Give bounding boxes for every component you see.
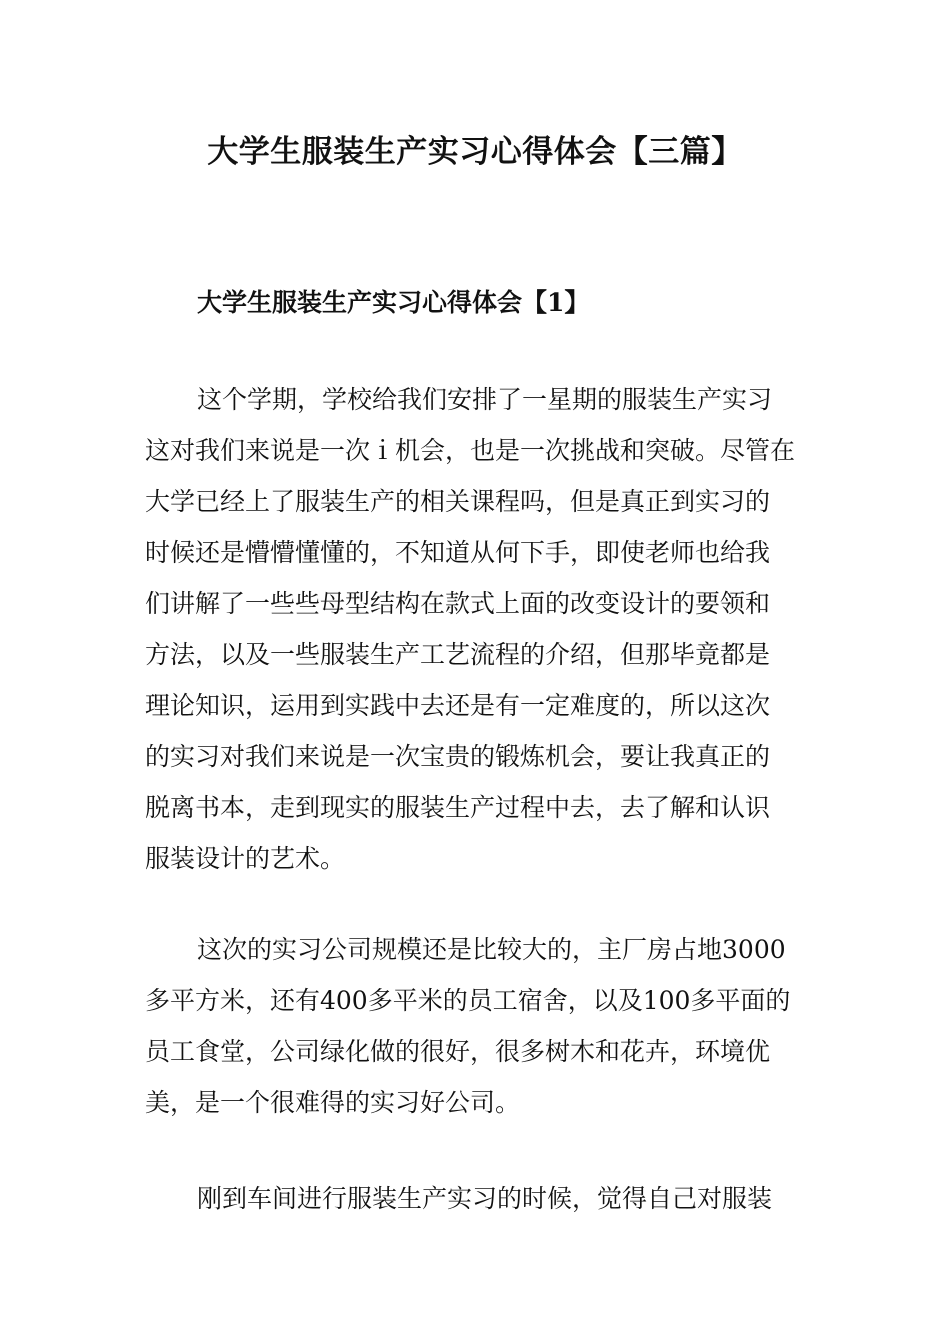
paragraph-line: 员工食堂，公司绿化做的很好，很多树木和花卉，环境优 [145,1037,771,1066]
paragraph [145,374,809,884]
paragraph-line: 时候还是懵懵懂懂的，不知道从何下手，即使老师也给我 [145,538,771,567]
paragraph-line: 脱离书本，走到现实的服装生产过程中去，去了解和认识 [145,793,771,822]
document-title: 大学生服装生产实习心得体会【三篇】 [207,134,743,170]
paragraph-line: 这个学期，学校给我们安排了一星期的服装生产实习 [197,385,773,414]
section-heading: 大学生服装生产实习心得体会【1】 [197,288,590,317]
paragraph-line: 的实习对我们来说是一次宝贵的锻炼机会，要让我真正的 [145,742,771,771]
paragraph-line: 多平方米，还有400多平米的员工宿舍，以及100多平面的 [145,986,791,1015]
paragraph-line: 方法，以及一些服装生产工艺流程的介绍，但那毕竟都是 [145,640,771,669]
paragraph-line: 大学已经上了服装生产的相关课程吗，但是真正到实习的 [145,487,771,516]
paragraph-line: 刚到车间进行服装生产实习的时候，觉得自己对服装 [197,1184,773,1213]
paragraph-line: 这对我们来说是一次ｉ机会，也是一次挑战和突破。尽管在 [145,436,796,465]
paragraph-line: 理论知识，运用到实践中去还是有一定难度的，所以这次 [145,691,771,720]
paragraph [145,1173,809,1224]
paragraph-line: 服装设计的艺术。 [145,844,346,873]
paragraph-line: 们讲解了一些些母型结构在款式上面的改变设计的要领和 [145,589,771,618]
paragraph-line: 美，是一个很难得的实习好公司。 [145,1088,521,1117]
paragraph [145,924,809,1128]
paragraph-line: 这次的实习公司规模还是比较大的，主厂房占地3000 [197,935,786,964]
